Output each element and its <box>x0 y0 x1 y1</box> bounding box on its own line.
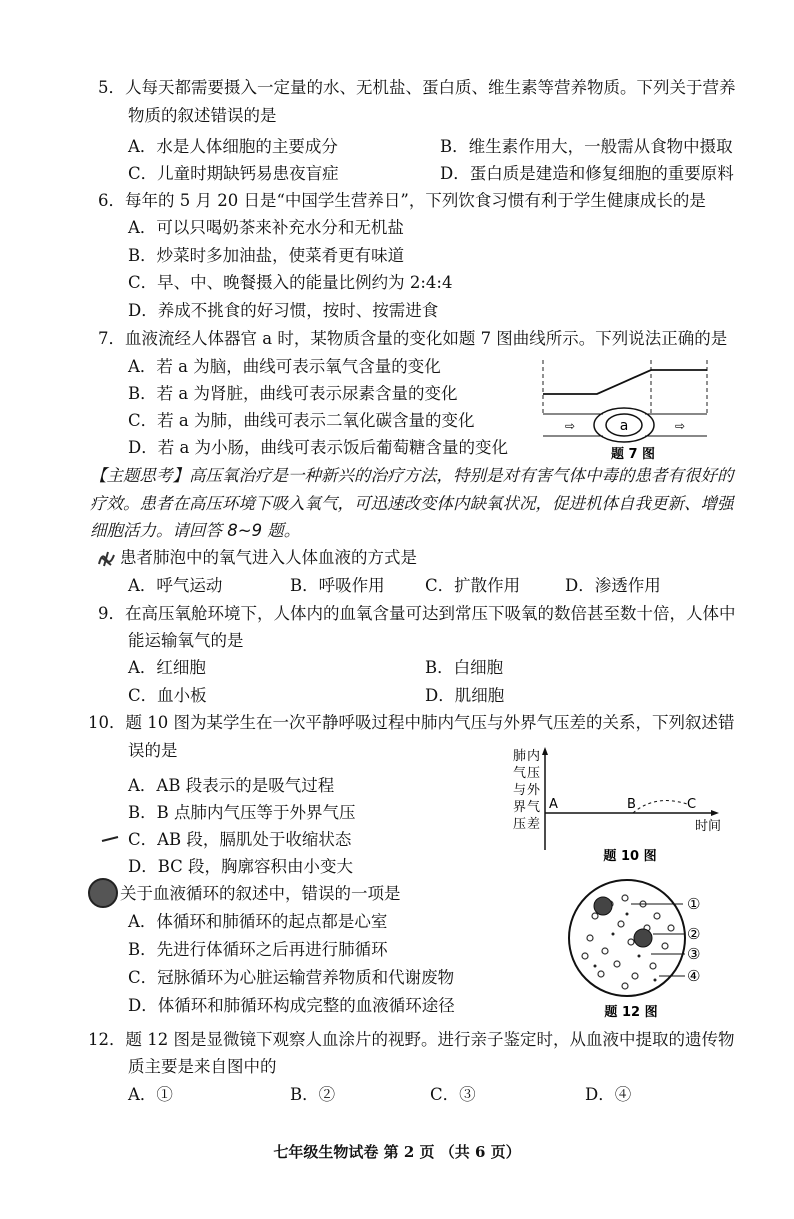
q12-option-c: C．③ <box>430 1085 476 1104</box>
q6-option-a: A．可以只喝奶茶来补充水分和无机盐 <box>128 218 404 237</box>
q10-point-b: B <box>627 797 636 812</box>
q11-option-a: A．体循环和肺循环的起点都是心室 <box>128 912 388 931</box>
q10-stem-line1: 10．题 10 图为某学生在一次平静呼吸过程中肺内气压与外界气压差的关系，下列叙述错 <box>88 713 735 732</box>
q12-white-cell-1 <box>594 897 612 915</box>
q5-option-b: B．维生素作用大，一般需从食物中摄取 <box>440 137 733 156</box>
handwritten-dash-icon <box>100 832 122 846</box>
svg-text:气: 气 <box>513 766 527 781</box>
q10-option-d: D．BC 段，胸廓容积由小变大 <box>128 857 354 876</box>
q7-organ-label: a <box>619 418 629 434</box>
q12-option-b: B．② <box>290 1085 336 1104</box>
q10-curve-bc <box>633 801 687 813</box>
q10-xlabel: 时间 <box>695 819 722 834</box>
q7-curve <box>543 370 707 394</box>
q7-caption: 题 7 图 <box>610 447 656 462</box>
q12-stem-line1: 12．题 12 图是显微镜下观察人血涂片的视野。进行亲子鉴定时，从血液中提取的遗传物 <box>88 1030 735 1049</box>
svg-text:与: 与 <box>513 783 527 798</box>
q10-option-c: C．AB 段，膈肌处于收缩状态 <box>128 830 352 849</box>
q7-option-c: C．若 a 为肺，曲线可表示二氧化碳含量的变化 <box>128 411 475 430</box>
q10-point-c: C <box>687 797 697 812</box>
q12-label-4: ④ <box>687 967 701 985</box>
q5-stem-line1: 5．人每天都需要摄入一定量的水、无机盐、蛋白质、维生素等营养物质。下列关于营养 <box>98 78 736 97</box>
svg-text:气: 气 <box>527 800 541 815</box>
q7-flow-arrow-left: ⇨ <box>565 419 576 433</box>
q10-stem-line2: 误的是 <box>128 741 178 760</box>
page-footer: 七年级生物试卷 第 2 页 （共 6 页） <box>273 1143 521 1161</box>
q5-option-a: A．水是人体细胞的主要成分 <box>128 137 338 156</box>
svg-text:外: 外 <box>527 783 541 798</box>
q10-option-a: A．AB 段表示的是吸气过程 <box>128 776 335 795</box>
svg-text:界: 界 <box>513 800 527 815</box>
svg-text:压: 压 <box>513 817 527 832</box>
q10-ylabel <box>513 748 541 832</box>
q12-caption: 题 12 图 <box>604 1005 658 1020</box>
q9-option-d: D．肌细胞 <box>425 686 505 705</box>
theme-line3: 细胞活力。请回答 8~9 题。 <box>90 521 301 540</box>
q8-option-a: A．呼气运动 <box>128 576 223 595</box>
q12-label-3: ③ <box>687 945 701 963</box>
svg-text:内: 内 <box>527 749 541 764</box>
q10-caption: 题 10 图 <box>603 849 657 864</box>
q8-option-b: B．呼吸作用 <box>290 576 385 595</box>
q7-option-b: B．若 a 为肾脏，曲线可表示尿素含量的变化 <box>128 384 458 403</box>
q12-option-a: A．① <box>128 1085 173 1104</box>
q11-option-c: C．冠脉循环为心脏运输营养物质和代谢废物 <box>128 968 455 987</box>
q12-stem-line2: 质主要是来自图中的 <box>128 1057 277 1076</box>
q6-option-b: B．炒菜时多加油盐，使菜肴更有味道 <box>128 246 405 265</box>
q12-figure <box>565 876 725 1020</box>
q11-option-d: D．体循环和肺循环构成完整的血液循环途径 <box>128 996 455 1015</box>
q9-option-a: A．红细胞 <box>128 658 206 677</box>
theme-line2: 疗效。患者在高压环境下吸入氧气，可迅速改变体内缺氧状况，促进机体自我更新、增强 <box>90 494 734 513</box>
q9-stem-line1: 9．在高压氧舱环境下，人体内的血氧含量可达到常压下吸氧的数倍甚至数十倍，人体中 <box>98 604 736 623</box>
q12-option-d: D．④ <box>585 1085 632 1104</box>
q7-stem: 7．血液流经人体器官 a 时，某物质含量的变化如题 7 图曲线所示。下列说法正确的是 <box>98 329 728 348</box>
q10-figure <box>505 746 725 864</box>
q8-option-c: C．扩散作用 <box>425 576 521 595</box>
svg-text:肺: 肺 <box>513 749 527 764</box>
svg-text:压: 压 <box>527 766 541 781</box>
q7-figure <box>535 352 715 462</box>
q11-stem: 关于血液循环的叙述中，错误的一项是 <box>120 884 401 903</box>
q8-stem: 患者肺泡中的氧气进入人体血液的方式是 <box>120 548 417 567</box>
q7-option-a: A．若 a 为脑，曲线可表示氧气含量的变化 <box>128 357 441 376</box>
q12-label-2: ② <box>687 925 701 943</box>
q5-option-c: C．儿童时期缺钙易患夜盲症 <box>128 164 339 183</box>
q8-option-d: D．渗透作用 <box>565 576 661 595</box>
q5-stem-line2: 物质的叙述错误的是 <box>128 106 277 125</box>
q5-option-d: D．蛋白质是建造和修复细胞的重要原料 <box>440 164 734 183</box>
q9-option-b: B．白细胞 <box>425 658 504 677</box>
q6-option-d: D．养成不挑食的好习惯，按时、按需进食 <box>128 301 439 320</box>
q6-stem: 6．每年的 5 月 20 日是“中国学生营养日”，下列饮食习惯有利于学生健康成长的是 <box>98 191 706 210</box>
handwritten-circled-number-icon <box>88 878 118 908</box>
q6-option-c: C．早、中、晚餐摄入的能量比例约为 2:4:4 <box>128 273 453 292</box>
q9-stem-line2: 能运输氧气的是 <box>128 631 244 650</box>
q10-option-b: B．B 点肺内气压等于外界气压 <box>128 803 356 822</box>
svg-text:差: 差 <box>527 817 541 832</box>
q12-label-1: ① <box>687 895 701 913</box>
q7-flow-arrow-right: ⇨ <box>675 419 686 433</box>
q9-option-c: C．血小板 <box>128 686 207 705</box>
handwritten-mark-icon <box>96 549 118 569</box>
q10-point-a: A <box>549 797 558 812</box>
q12-white-cell-2 <box>634 929 652 947</box>
theme-line1: 【主题思考】高压氧治疗是一种新兴的治疗方法，特别是对有害气体中毒的患者有很好的 <box>90 466 734 485</box>
q11-option-b: B．先进行体循环之后再进行肺循环 <box>128 940 388 959</box>
q7-option-d: D．若 a 为小肠，曲线可表示饭后葡萄糖含量的变化 <box>128 438 509 457</box>
